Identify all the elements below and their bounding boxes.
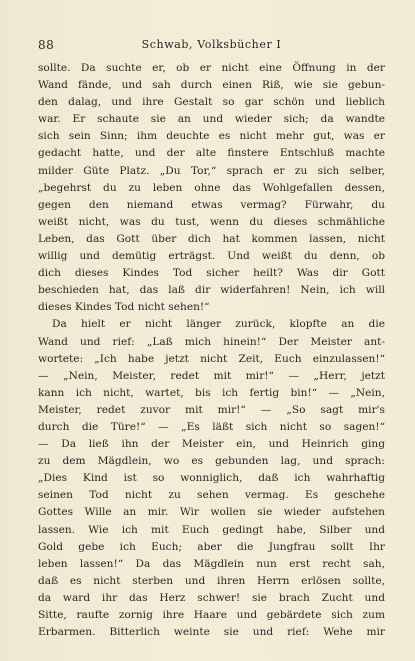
text-line: da ward ihr das Herz schwer! sie brach Zucht und bbox=[38, 591, 385, 604]
text-line: — Da ließ ihn der Meister ein, und Heinrich ging bbox=[38, 438, 385, 451]
text-line: daß es nicht sterben und ihren Herrn erlösen sollte, bbox=[38, 574, 385, 587]
running-head bbox=[38, 38, 385, 52]
text-line: — „Nein, Meister, redet mit mir!“ — „Herr, jetzt bbox=[38, 369, 385, 382]
text-line: dich dieses Kindes Tod sicher heilt? Was dir Gott bbox=[38, 267, 385, 280]
text-line: wortete: „Ich habe jetzt nicht Zeit, Euch einzulassen!“ bbox=[38, 352, 385, 365]
text-line: „begehrst du zu leben ohne das Wohlgefallen dessen, bbox=[38, 181, 385, 194]
text-line: sollte. Da suchte er, ob er nicht eine Öffnung in der bbox=[38, 62, 385, 74]
text-line: Sitte, raufte zornig ihre Haare und gebärdete sich zum bbox=[38, 609, 385, 621]
text-line: Leben, das Gott über dich hat kommen lassen, nicht bbox=[38, 232, 385, 245]
text-line: Meister, redet zuvor mit mir!“ — „So sagt mir's bbox=[38, 403, 385, 416]
text-line: gedacht hatte, und der alte finstere Entschluß machte bbox=[38, 147, 385, 160]
text-line: gegen den niemand etwas vermag? Fürwahr, du bbox=[38, 198, 385, 211]
text-line: seinen Tod nicht zu sehen vermag. Es geschehe bbox=[38, 489, 385, 502]
running-title: Schwab, Volksbücher I bbox=[141, 38, 282, 51]
text-line: kann ich nicht, wartet, bis ich fertig bin!“ — „Nein, bbox=[38, 386, 385, 399]
text-line: leben lassen!“ Da das Mägdlein nun erst recht sah, bbox=[38, 557, 385, 570]
text-line: Wand fände, und sah durch einen Riß, wie sie gebun- bbox=[38, 79, 385, 92]
text-line: „Dies Kind ist so wonniglich, daß ich wahrhaftig bbox=[38, 472, 385, 485]
text-line: weißt nicht, was du tust, wenn du dieses schmähliche bbox=[38, 215, 385, 228]
text-line: zu dem Mägdlein, wo es gebunden lag, und sprach: bbox=[38, 455, 385, 468]
text-line: dieses Kindes Tod nicht sehen!“ bbox=[38, 301, 210, 314]
text-line: Wand und rief: „Laß mich hinein!“ Der Meister ant- bbox=[38, 335, 385, 348]
text-line: sich sein Sinn; ihm deuchte es nicht mehr gut, was er bbox=[38, 130, 385, 143]
text-line: lassen. Wie ich mit Euch gedingt habe, Silber und bbox=[38, 523, 385, 536]
text-line: Gottes Wille an mir. Wir wollen sie wieder aufstehen bbox=[38, 506, 385, 519]
body-text bbox=[38, 60, 385, 641]
text-line: durch die Türe!“ — „Es läßt sich nicht so sagen!“ bbox=[38, 420, 385, 433]
text-line: Da hielt er nicht länger zurück, klopfte an die bbox=[52, 318, 385, 331]
text-line: war. Er schaute sie an und wieder sich; da wandte bbox=[38, 113, 385, 126]
text-line: willig und demütig erträgst. Und weißt du denn, ob bbox=[38, 250, 385, 263]
text-line: milder Güte Platz. „Du Tor,“ sprach er zu sich selber, bbox=[38, 164, 385, 177]
text-line: Erbarmen. Bitterlich weinte sie und rief: Wehe mir bbox=[38, 626, 385, 639]
text-line: den dalag, und ihre Gestalt so gar schön und lieblich bbox=[38, 96, 385, 109]
text-line: Gold gebe ich Euch; aber die Jungfrau sollt Ihr bbox=[38, 540, 385, 553]
text-line: beschieden hat, das laß dir widerfahren! Nein, ich will bbox=[38, 284, 385, 297]
page-number: 88 bbox=[38, 38, 55, 52]
